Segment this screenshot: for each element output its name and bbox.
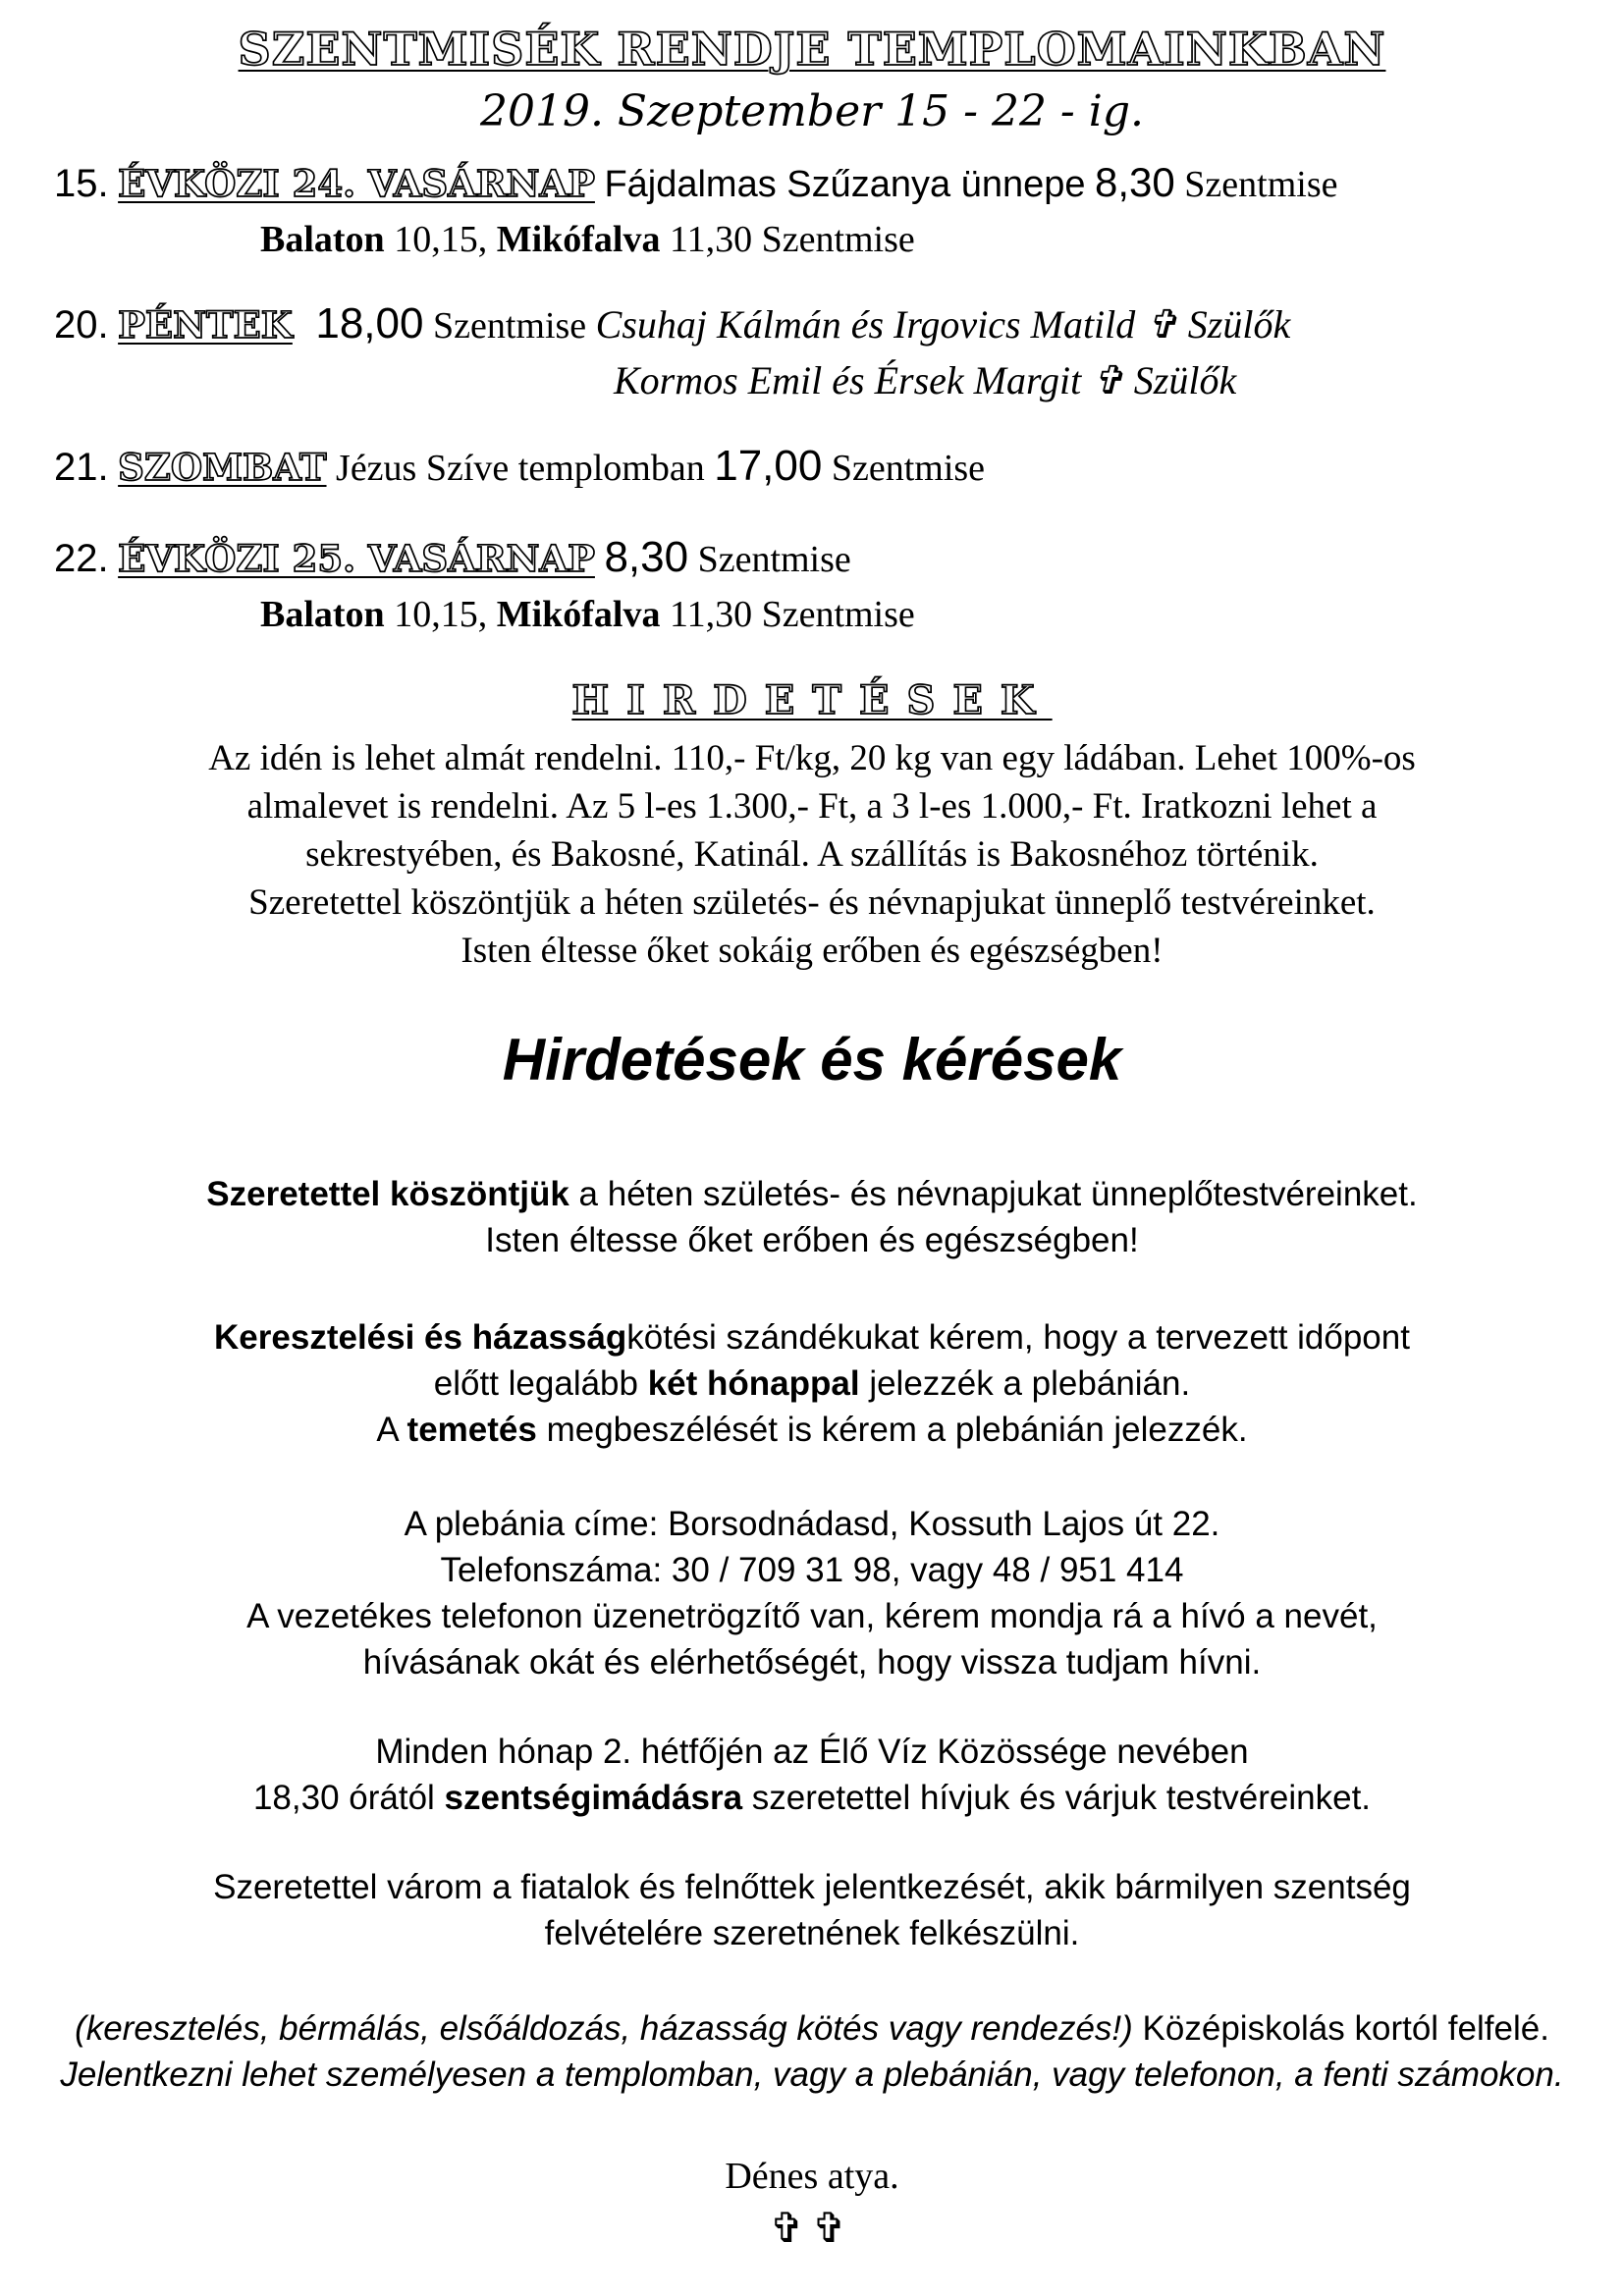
baptism-line <box>20 1314 1604 1361</box>
announcement-line: Szeretettel köszöntjük a héten születés- és névnapjukat ünneplő testvéreinket. <box>248 882 1376 923</box>
sacrament-list-italic: (keresztelés, bérmálás, elsőáldozás, házasság kötés vagy rendezés!) <box>75 2009 1133 2048</box>
location-time: 11,30 Szentmise <box>669 219 915 260</box>
location-name: Balaton <box>260 219 385 260</box>
phone-line: Telefonszáma: 30 / 709 31 98, vagy 48 / 951 414 <box>440 1551 1184 1589</box>
mass-time: 8,30 <box>604 533 689 581</box>
announcements-paragraph <box>0 734 1624 975</box>
contact-section <box>0 1501 1624 1685</box>
day-number: 21. <box>54 446 109 489</box>
location-time: 10,15, <box>394 219 488 260</box>
mass-locations-line <box>54 587 1595 642</box>
mass-time: 17,00 <box>714 442 823 490</box>
signup-line <box>20 2052 1604 2098</box>
adoration-time-line <box>20 1775 1604 1821</box>
application-section <box>0 1864 1624 1956</box>
mass-intention-line <box>54 353 1595 409</box>
two-months-bold: két hónappal <box>647 1364 860 1403</box>
two-months-line <box>20 1361 1604 1407</box>
adoration-post: szeretettel hívjuk és várjuk testvéreinket. <box>742 1779 1372 1817</box>
greeting-rest: a héten születés- és névnapjukat ünneplőtestvéreinket. <box>568 1175 1418 1213</box>
day-number: 15. <box>54 162 109 205</box>
day-name: ÉVKÖZI 24. VASÁRNAP <box>118 162 595 205</box>
mass-entry-saturday <box>54 439 1595 496</box>
mass-entry-friday <box>54 296 1595 353</box>
page-title: SZENTMISÉK RENDJE TEMPLOMAINKBAN <box>238 23 1386 76</box>
mass-label: Szentmise <box>697 539 851 580</box>
location-name: Balaton <box>260 594 385 635</box>
answering-machine-line: A vezetékes telefonon üzenetrögzítő van, kérem mondja rá a hívó a nevét, <box>246 1597 1378 1635</box>
mass-schedule <box>0 155 1624 642</box>
announcement-line: almalevet is rendelni. Az 5 l-es 1.300,- Ft, a 3 l-es 1.000,- Ft. Iratkozni lehet a <box>246 786 1378 827</box>
day-name: SZOMBAT <box>118 446 327 489</box>
greeting-section <box>0 1171 1624 1263</box>
two-months-pre: előtt legalább <box>433 1364 648 1403</box>
feast-name: Fájdalmas Szűzanya ünnepe <box>604 164 1086 205</box>
adoration-line: Minden hónap 2. hétfőjén az Élő Víz Közössége nevében <box>375 1733 1249 1771</box>
adoration-bold: szentségimádásra <box>444 1779 743 1817</box>
announcement-line: sekrestyében, és Bakosné, Katinál. A szállítás is Bakosnéhoz történik. <box>305 834 1319 875</box>
requests-heading: Hirdetések és kérések <box>502 1027 1122 1093</box>
sacraments-section <box>0 1314 1624 1453</box>
mass-time: 18,00 <box>315 299 424 347</box>
mass-intention: Kormos Emil és Érsek Margit ✞ Szülők <box>614 358 1237 402</box>
location-time: 10,15, <box>394 594 488 635</box>
mass-place: Jézus Szíve templomban <box>336 448 705 489</box>
date-range: 2019. Szeptember 15 - 22 - ig. <box>479 86 1145 136</box>
mass-intention: Csuhaj Kálmán és Irgovics Matild ✞ Szülők <box>595 302 1291 347</box>
address-line: A plebánia címe: Borsodnádasd, Kossuth Lajos út 22. <box>404 1505 1220 1543</box>
two-months-post: jelezzék a plebánián. <box>859 1364 1191 1403</box>
day-number: 20. <box>54 303 109 347</box>
funeral-post: megbeszélését is kérem a plebánián jelezzék. <box>536 1411 1248 1449</box>
callback-line: hívásának okát és elérhetőségét, hogy vissza tudjam hívni. <box>362 1643 1262 1682</box>
funeral-line <box>20 1407 1604 1453</box>
funeral-pre: A <box>376 1411 407 1449</box>
greeting-line: Isten éltesse őket erőben és egészségben! <box>485 1221 1139 1259</box>
day-number: 22. <box>54 537 109 580</box>
signature: Dénes atya. <box>725 2156 899 2197</box>
application-line: Szeretettel várom a fiatalok és felnőttek jelentkezését, akik bármilyen szentség <box>213 1868 1411 1906</box>
greeting-bold: Szeretettel köszöntjük <box>206 1175 569 1213</box>
announcement-line: Isten éltesse őket sokáig erőben és egészségben! <box>460 931 1164 971</box>
announcements-heading: HIRDETÉSEK <box>571 677 1053 723</box>
greeting-line <box>20 1171 1604 1217</box>
mass-label: Szentmise <box>1184 164 1338 205</box>
location-name: Mikófalva <box>496 594 661 635</box>
sacrament-list-rest: Középiskolás kortól felfelé. <box>1132 2009 1549 2048</box>
announcement-line: Az idén is lehet almát rendelni. 110,- Ft/kg, 20 kg van egy ládában. Lehet 100%-os <box>208 738 1416 778</box>
mass-locations-line <box>54 212 1595 267</box>
sacrament-list-line <box>20 2005 1604 2052</box>
adoration-pre: 18,30 órától <box>252 1779 445 1817</box>
signup-italic: Jelentkezni lehet személyesen a templomban, vagy a plebánián, vagy telefonon, a fenti számokon. <box>60 2056 1564 2094</box>
mass-entry-sunday-25 <box>54 530 1595 587</box>
day-name: ÉVKÖZI 25. VASÁRNAP <box>118 537 595 580</box>
application-line: felvételére szeretnének felkészülni. <box>544 1914 1080 1952</box>
location-name: Mikófalva <box>496 219 661 260</box>
adoration-section <box>0 1729 1624 1821</box>
mass-entry-sunday-24 <box>54 155 1595 212</box>
location-time: 11,30 Szentmise <box>669 594 915 635</box>
mass-label: Szentmise <box>831 448 986 489</box>
baptism-bold: Keresztelési és házasság <box>214 1318 627 1357</box>
mass-label: Szentmise <box>432 305 587 347</box>
mass-time: 8,30 <box>1095 159 1175 205</box>
cross-icon: ✞✞ <box>769 2204 855 2252</box>
day-name: PÉNTEK <box>118 303 293 347</box>
sacrament-list-section <box>0 2005 1624 2098</box>
funeral-bold: temetés <box>406 1411 537 1449</box>
baptism-rest: kötési szándékukat kérem, hogy a tervezett időpont <box>626 1318 1410 1357</box>
